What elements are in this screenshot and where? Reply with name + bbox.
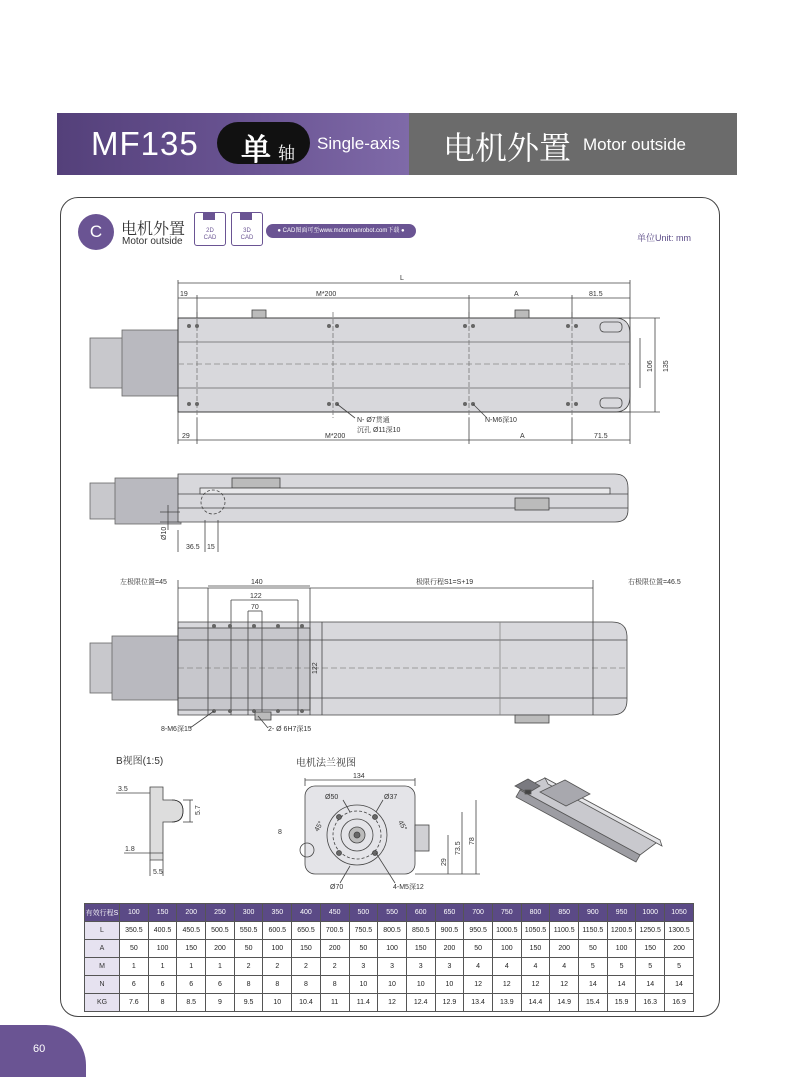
table-cell: 15.4 xyxy=(579,994,608,1012)
table-cell: 10 xyxy=(349,976,378,994)
dim-left-limit: 左极限位置=45 xyxy=(120,579,167,586)
dim-right-limit: 右极限位置=46.5 xyxy=(628,579,681,586)
table-cell: 14 xyxy=(579,976,608,994)
table-header-cell: 650 xyxy=(435,904,464,922)
cad-3d-icon[interactable]: 3D CAD xyxy=(231,212,263,246)
table-cell: 1 xyxy=(206,958,235,976)
isometric-view xyxy=(515,778,662,862)
table-cell: 12 xyxy=(378,994,407,1012)
b-detail-view xyxy=(116,787,193,876)
table-cell: 750.5 xyxy=(349,922,378,940)
table-header-cell: 350 xyxy=(263,904,292,922)
fl-dim-45: 45° xyxy=(313,820,326,833)
dim-135: 135 xyxy=(663,360,670,372)
table-cell: 9 xyxy=(206,994,235,1012)
b-view-title: B视图(1:5) xyxy=(116,756,164,767)
axis-type-en: Single-axis xyxy=(317,134,401,153)
table-cell: 4 xyxy=(464,958,493,976)
table-cell: 550.5 xyxy=(234,922,263,940)
fl-dim-45b: 45° xyxy=(396,819,408,833)
table-cell: 4 xyxy=(492,958,521,976)
dim-d10: Ø10 xyxy=(161,526,168,540)
table-cell: 1250.5 xyxy=(636,922,665,940)
cad-download-link[interactable]: ● CAD图面可至www.motormanrobot.com下载 ● xyxy=(266,224,416,238)
table-cell: 150 xyxy=(177,940,206,958)
section-badge: C xyxy=(78,214,114,250)
fl-dim-d37: Ø37 xyxy=(384,794,398,801)
table-row-header: N xyxy=(85,976,120,994)
table-cell: 100 xyxy=(378,940,407,958)
fl-dim-29: 29 xyxy=(441,858,448,866)
table-cell: 700.5 xyxy=(320,922,349,940)
table-cell: 7.6 xyxy=(120,994,149,1012)
table-cell: 3 xyxy=(435,958,464,976)
table-row-header: M xyxy=(85,958,120,976)
table-cell: 9.5 xyxy=(234,994,263,1012)
table-header-cell: 200 xyxy=(177,904,206,922)
table-cell: 1 xyxy=(120,958,149,976)
table-cell: 8 xyxy=(320,976,349,994)
section-title-cn: 电机外置 xyxy=(121,221,186,238)
table-cell: 13.9 xyxy=(492,994,521,1012)
table-cell: 8 xyxy=(263,976,292,994)
table-cell: 350.5 xyxy=(120,922,149,940)
table-cell: 900.5 xyxy=(435,922,464,940)
dim-29: 29 xyxy=(182,433,190,440)
table-cell: 150 xyxy=(406,940,435,958)
table-cell: 14.4 xyxy=(521,994,550,1012)
table-cell: 1000.5 xyxy=(492,922,521,940)
table-cell: 12 xyxy=(550,976,579,994)
table-row xyxy=(85,958,694,976)
table-cell: 200 xyxy=(435,940,464,958)
table-cell: 100 xyxy=(492,940,521,958)
table-cell: 450.5 xyxy=(177,922,206,940)
table-cell: 2 xyxy=(263,958,292,976)
fl-dim-8: 8 xyxy=(278,829,282,836)
table-cell: 200 xyxy=(665,940,694,958)
dim-15: 15 xyxy=(207,544,215,551)
table-cell: 600.5 xyxy=(263,922,292,940)
table-cell: 14 xyxy=(665,976,694,994)
table-cell: 10.4 xyxy=(292,994,321,1012)
table-row-header: A xyxy=(85,940,120,958)
side-view xyxy=(90,474,628,552)
table-header-cell: 100 xyxy=(120,904,149,922)
plan-view xyxy=(90,580,627,728)
table-header-cell: 300 xyxy=(234,904,263,922)
table-cell: 400.5 xyxy=(148,922,177,940)
axis-type-cn-big: 单 xyxy=(241,134,271,167)
table-cell: 50 xyxy=(120,940,149,958)
table-cell: 5 xyxy=(636,958,665,976)
table-header-cell: 250 xyxy=(206,904,235,922)
table-cell: 1050.5 xyxy=(521,922,550,940)
table-cell: 4 xyxy=(550,958,579,976)
motor-placement-cn: 电机外置 xyxy=(443,130,572,166)
table-cell: 14.9 xyxy=(550,994,579,1012)
table-header-cell: 700 xyxy=(464,904,493,922)
table-cell: 2 xyxy=(292,958,321,976)
table-cell: 16.9 xyxy=(665,994,694,1012)
dim-m200-bottom: M*200 xyxy=(325,433,346,440)
unit-label: 单位Unit: mm xyxy=(637,233,692,243)
table-header-cell: 850 xyxy=(550,904,579,922)
table-header-row xyxy=(85,904,694,922)
table-cell: 50 xyxy=(579,940,608,958)
table-cell: 11 xyxy=(320,994,349,1012)
flange-view-title: 电机法兰视图 xyxy=(296,758,356,769)
dim-365: 36.5 xyxy=(186,544,200,551)
dim-L: L xyxy=(400,275,404,282)
dim-70: 70 xyxy=(251,604,259,611)
table-cell: 1300.5 xyxy=(665,922,694,940)
table-cell: 14 xyxy=(607,976,636,994)
table-header-cell: 450 xyxy=(320,904,349,922)
table-cell: 10 xyxy=(378,976,407,994)
table-cell: 100 xyxy=(263,940,292,958)
table-cell: 2 xyxy=(234,958,263,976)
table-cell: 500.5 xyxy=(206,922,235,940)
note-counterbore: 沉孔 Ø11深10 xyxy=(357,427,401,434)
dim-a-bottom: A xyxy=(520,433,525,440)
table-cell: 3 xyxy=(406,958,435,976)
table-cell: 5 xyxy=(665,958,694,976)
table-cell: 50 xyxy=(349,940,378,958)
table-cell: 12.9 xyxy=(435,994,464,1012)
table-cell: 5 xyxy=(579,958,608,976)
table-cell: 12.4 xyxy=(406,994,435,1012)
table-header-cell: 900 xyxy=(579,904,608,922)
fl-dim-78: 78 xyxy=(469,837,476,845)
spec-table xyxy=(84,903,694,1012)
table-row xyxy=(85,940,694,958)
table-cell: 8 xyxy=(292,976,321,994)
table-header-stroke: 有效行程S xyxy=(85,904,120,922)
table-cell: 150 xyxy=(521,940,550,958)
table-cell: 16.3 xyxy=(636,994,665,1012)
table-cell: 6 xyxy=(120,976,149,994)
table-cell: 100 xyxy=(148,940,177,958)
section-title-en: Motor outside xyxy=(122,236,183,247)
dim-122-side: 122 xyxy=(312,662,319,674)
table-cell: 10 xyxy=(406,976,435,994)
table-cell: 6 xyxy=(148,976,177,994)
table-cell: 13.4 xyxy=(464,994,493,1012)
fl-dim-d70: Ø70 xyxy=(330,884,344,891)
table-row xyxy=(85,976,694,994)
b-dim-18: 1.8 xyxy=(125,846,135,853)
table-cell: 100 xyxy=(607,940,636,958)
table-cell: 4 xyxy=(521,958,550,976)
note-pin-holes: 2- Ø 6H7深15 xyxy=(268,726,312,733)
table-cell: 12 xyxy=(464,976,493,994)
table-cell: 3 xyxy=(349,958,378,976)
motor-placement-en: Motor outside xyxy=(583,135,686,154)
table-cell: 200 xyxy=(206,940,235,958)
table-cell: 200 xyxy=(320,940,349,958)
b-dim-35: 3.5 xyxy=(118,786,128,793)
table-header-cell: 150 xyxy=(148,904,177,922)
note-m6-holes: 8-M6深15 xyxy=(161,726,192,733)
b-dim-55: 5.5 xyxy=(153,869,163,876)
table-header-cell: 800 xyxy=(521,904,550,922)
dim-m200-top: M*200 xyxy=(316,291,337,298)
fl-dim-m5: 4-M5深12 xyxy=(393,884,424,891)
table-cell: 950.5 xyxy=(464,922,493,940)
table-row-header: L xyxy=(85,922,120,940)
table-cell: 10 xyxy=(263,994,292,1012)
table-cell: 5 xyxy=(607,958,636,976)
table-cell: 150 xyxy=(292,940,321,958)
table-cell: 1 xyxy=(177,958,206,976)
table-cell: 850.5 xyxy=(406,922,435,940)
note-through-hole: N- Ø7贯通 xyxy=(357,417,390,424)
table-header-cell: 550 xyxy=(378,904,407,922)
dim-19: 19 xyxy=(180,291,188,298)
table-body xyxy=(85,922,694,1012)
table-cell: 6 xyxy=(177,976,206,994)
table-row xyxy=(85,922,694,940)
table-cell: 1200.5 xyxy=(607,922,636,940)
table-cell: 50 xyxy=(464,940,493,958)
table-cell: 1100.5 xyxy=(550,922,579,940)
table-cell: 3 xyxy=(378,958,407,976)
dim-122-top: 122 xyxy=(250,593,262,600)
table-cell: 8.5 xyxy=(177,994,206,1012)
note-tapped-hole: N-M6深10 xyxy=(485,417,517,424)
table-header-cell: 1050 xyxy=(665,904,694,922)
table-cell: 8 xyxy=(148,994,177,1012)
dim-a-top: A xyxy=(514,291,519,298)
dim-stroke: 极限行程S1=S+19 xyxy=(416,579,474,586)
table-header-cell: 600 xyxy=(406,904,435,922)
table-cell: 1150.5 xyxy=(579,922,608,940)
table-cell: 1 xyxy=(148,958,177,976)
table-row-header: KG xyxy=(85,994,120,1012)
fl-dim-d50: Ø50 xyxy=(325,794,339,801)
axis-type-cn-small: 轴 xyxy=(278,144,295,163)
page-number: 60 xyxy=(33,1043,46,1055)
fl-dim-134: 134 xyxy=(353,773,365,780)
table-cell: 15.9 xyxy=(607,994,636,1012)
cad-2d-icon[interactable]: 2D CAD xyxy=(194,212,226,246)
table-cell: 200 xyxy=(550,940,579,958)
table-row xyxy=(85,994,694,1012)
table-cell: 800.5 xyxy=(378,922,407,940)
table-cell: 150 xyxy=(636,940,665,958)
table-header-cell: 750 xyxy=(492,904,521,922)
fl-dim-735: 73.5 xyxy=(455,841,462,855)
dim-815: 81.5 xyxy=(589,291,603,298)
b-dim-57: 5.7 xyxy=(195,805,202,815)
table-header-cell: 950 xyxy=(607,904,636,922)
table-cell: 2 xyxy=(320,958,349,976)
table-cell: 12 xyxy=(521,976,550,994)
table-cell: 10 xyxy=(435,976,464,994)
table-cell: 50 xyxy=(234,940,263,958)
table-cell: 650.5 xyxy=(292,922,321,940)
dim-140: 140 xyxy=(251,579,263,586)
table-cell: 6 xyxy=(206,976,235,994)
table-cell: 8 xyxy=(234,976,263,994)
table-cell: 14 xyxy=(636,976,665,994)
model-name: MF135 xyxy=(91,125,199,162)
table-header-cell: 500 xyxy=(349,904,378,922)
table-cell: 11.4 xyxy=(349,994,378,1012)
table-header-cell: 400 xyxy=(292,904,321,922)
table-header-cell: 1000 xyxy=(636,904,665,922)
dim-106: 106 xyxy=(647,360,654,372)
table-cell: 12 xyxy=(492,976,521,994)
dim-715: 71.5 xyxy=(594,433,608,440)
